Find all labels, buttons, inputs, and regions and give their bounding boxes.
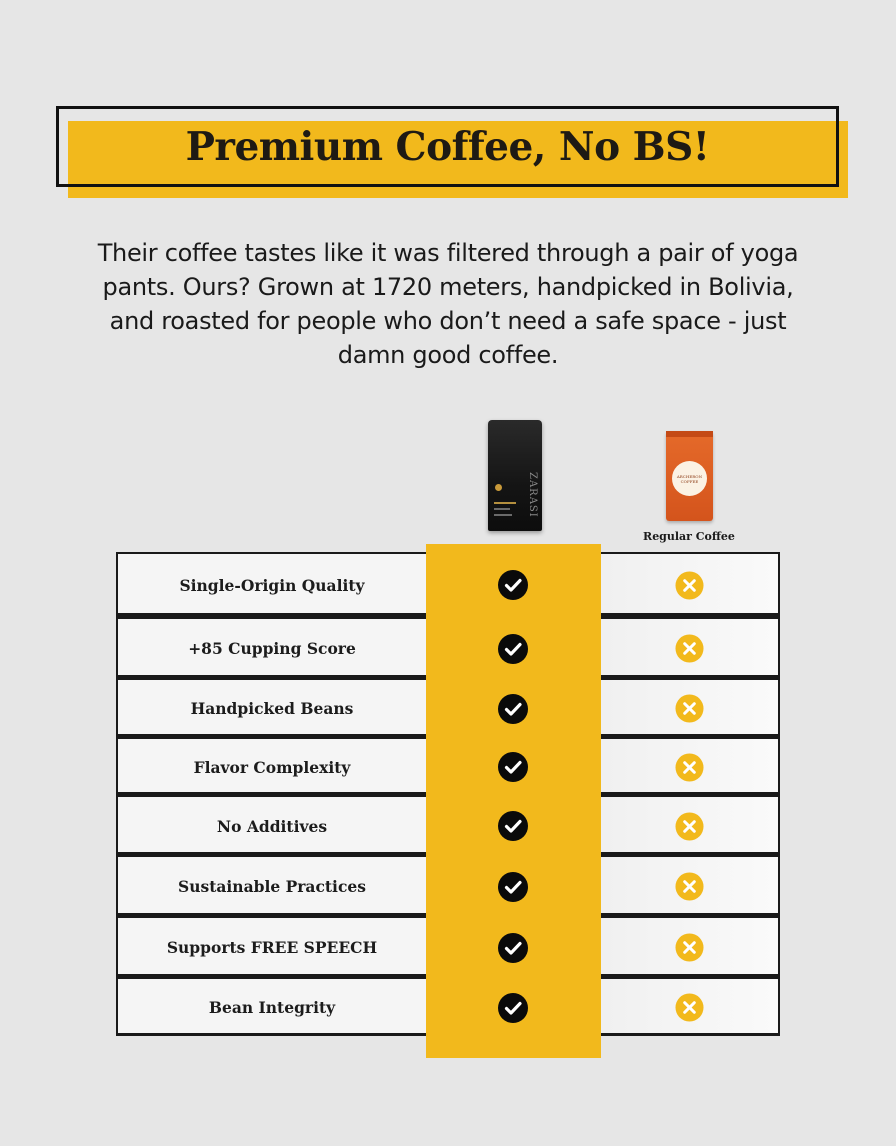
check-circle-icon	[498, 933, 528, 963]
regular-coffee-cell	[601, 979, 778, 1036]
check-circle-icon	[498, 811, 528, 841]
feature-label: No Additives	[118, 797, 426, 855]
bag-label-line	[494, 514, 512, 516]
x-circle-icon	[675, 812, 704, 841]
title-banner	[56, 106, 848, 198]
regular-coffee-cell	[601, 554, 778, 616]
regular-coffee-cell	[601, 680, 778, 737]
feature-label: Handpicked Beans	[118, 680, 426, 737]
x-circle-icon	[675, 993, 704, 1022]
x-circle-icon	[675, 571, 704, 600]
x-circle-icon	[675, 753, 704, 782]
check-circle-icon	[498, 752, 528, 782]
feature-label: Single-Origin Quality	[118, 554, 426, 616]
regular-coffee-cell	[601, 857, 778, 916]
check-circle-icon	[498, 634, 528, 664]
page-title: Premium Coffee, No BS!	[185, 123, 710, 170]
regular-coffee-label: Regular Coffee	[643, 530, 735, 543]
regular-coffee-cell	[601, 739, 778, 795]
regular-coffee-cell	[601, 918, 778, 977]
bag-label-line	[494, 502, 516, 504]
regular-coffee-cell	[601, 797, 778, 855]
regular-coffee-cell	[601, 619, 778, 678]
bag-top-strip	[666, 431, 713, 437]
bag-label-line	[494, 508, 510, 510]
feature-label: Supports FREE SPEECH	[118, 918, 426, 977]
coffee-bag-orange-image	[666, 431, 713, 521]
coffee-bag-black-image	[488, 420, 542, 531]
bag-brand-text: ZARASI	[527, 472, 538, 518]
check-circle-icon	[498, 872, 528, 902]
feature-label: Flavor Complexity	[118, 739, 426, 795]
check-circle-icon	[498, 694, 528, 724]
x-circle-icon	[675, 872, 704, 901]
check-circle-icon	[498, 570, 528, 600]
intro-text: Their coffee tastes like it was filtered through a pair of yoga pants. Ours? Grown at 1720 meters, handpicked in Bolivia, and roasted for people who don’t need a safe space - just damn good coffee.	[97, 239, 799, 369]
feature-label: +85 Cupping Score	[118, 619, 426, 678]
check-circle-icon	[498, 993, 528, 1023]
feature-label: Bean Integrity	[118, 979, 426, 1036]
bag-valve-icon	[495, 484, 502, 491]
x-circle-icon	[675, 634, 704, 663]
x-circle-icon	[675, 933, 704, 962]
feature-label: Sustainable Practices	[118, 857, 426, 916]
our-product-column	[426, 544, 601, 1058]
bag-badge: ARCHERON COFFEE	[672, 461, 707, 496]
x-circle-icon	[675, 694, 704, 723]
